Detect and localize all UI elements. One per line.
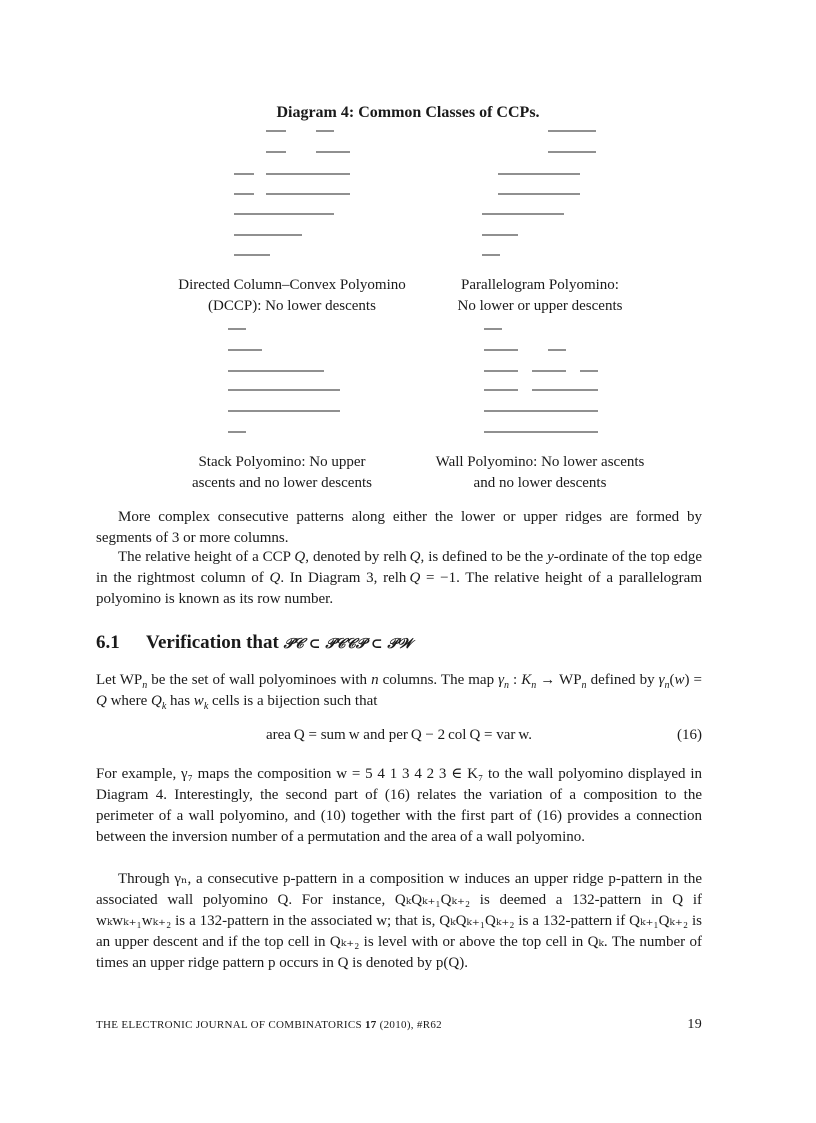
diagram-title: Diagram 4: Common Classes of CCPs. — [276, 104, 540, 121]
dccp-caption: Directed Column–Convex Polyomino (DCCP): No lower descents — [178, 277, 406, 314]
page-footer — [96, 1019, 702, 1031]
wall-caption: Wall Polyomino: No lower ascents and no lower descents — [435, 454, 645, 491]
stack-polyomino-figure — [228, 329, 340, 432]
section-heading: 6.1 Verification that 𝒫𝒞 ⊂ 𝒫𝒞𝒞𝒫 ⊂ 𝒫𝒲 — [96, 632, 413, 653]
journal-name: THE ELECTRONIC JOURNAL OF COMBINATORICS — [96, 1019, 362, 1031]
polyomino-diagrams — [0, 0, 816, 460]
journal-year-ref: (2010), #R62 — [379, 1019, 442, 1031]
wall-polyomino-figure — [484, 329, 598, 432]
page-number: 19 — [687, 1017, 702, 1032]
paragraph-upper-ridge-pattern: Through γₙ, a consecutive p-pattern in a composition w induces an upper ridge p-pattern in the associated wall polyomino Q. For instance, QₖQₖ₊₁Qₖ₊₂ is deemed a 132-pattern in Q if wₖwₖ₊₁wₖ₊₂ is a 132-pattern in the associated w; that is, QₖQₖ₊₁Qₖ₊₂ is a 132-pattern if Qₖ₊₁Qₖ₊₂ is an upper descent and if the top cell in Qₖ₊₂ is level with or above the top cell in Qₖ. The number of times an upper ridge pattern p occurs in Q is denoted by p(Q). — [96, 871, 702, 971]
equation-tag: (16) — [677, 727, 702, 743]
paragraph-wall-polyominoes: Let $WP_n$ be the set of wall polyominoes with n columns. The map $\gamma_n$ : $K_n \to WP_n$ defined by $\gamma_n(w) = Q$ where $Q_k$ has $w_k$ cells is a bijection such that — [96, 672, 703, 712]
parallelogram-caption: Parallelogram Polyomino: No lower or upper descents — [457, 277, 623, 314]
stack-caption: Stack Polyomino: No upper ascents and no lower descents — [192, 454, 372, 491]
paragraph-relative-height: The relative height of a CCP Q, denoted by relh Q, is defined to be the y-ordinate of the top edge in the rightmost column of Q. In Diagram 3, relh Q = −1. The relative height of a parallelogram polyomino is known as its row number. — [96, 549, 703, 607]
parallelogram-polyomino-figure — [482, 131, 596, 255]
paragraph-example-gamma7: For example, γ₇ maps the composition w = 5 4 1 3 4 2 3 ∈ K₇ to the wall polyomino displayed in Diagram 4. Interestingly, the second part of (16) relates the variation of a composition to the perimeter of a wall polyomino, and (10) together with the first part of (16) provides a connection between the inversion number of a permutation and the area of a wall polyomino. — [96, 766, 702, 845]
equation-body: area Q = sum w and per Q − 2 col Q = var w. — [265, 727, 533, 743]
dccp-polyomino-figure — [234, 131, 350, 255]
paragraph-complex-patterns: More complex consecutive patterns along either the lower or upper ridges are formed by segments of 3 or more columns. — [96, 509, 702, 546]
journal-volume: 17 — [365, 1019, 377, 1031]
